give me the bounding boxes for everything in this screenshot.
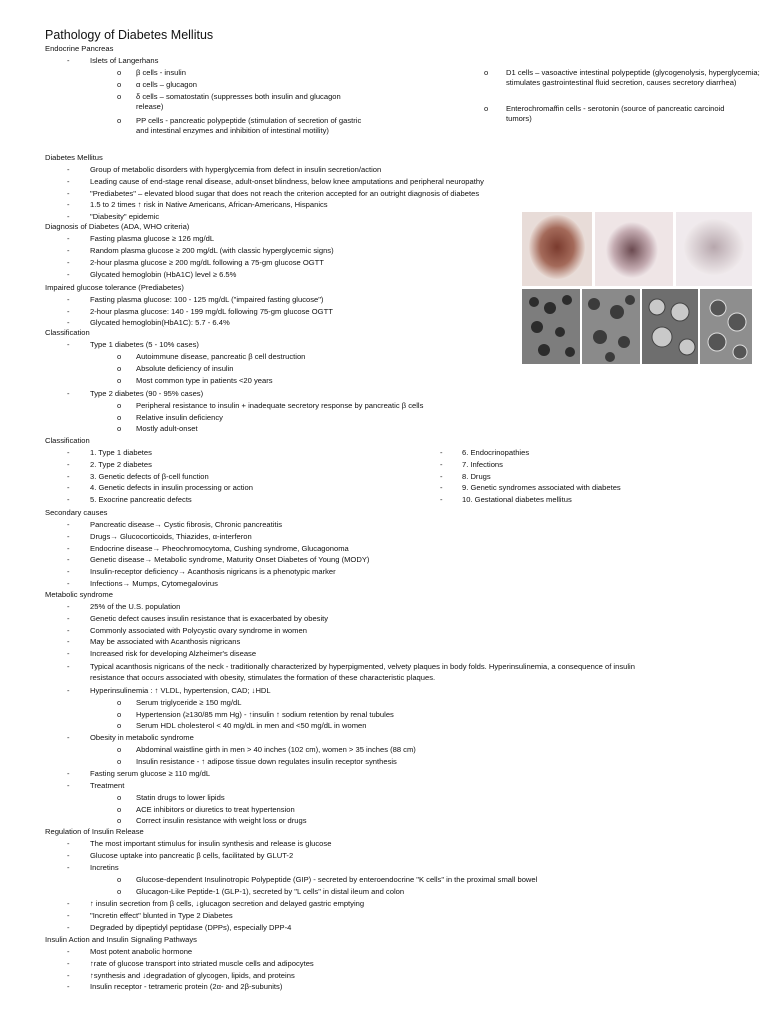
list-item: β cells - insulin [136,68,186,77]
dash-bullet: - [67,769,70,778]
circle-bullet: o [117,709,122,719]
list-item: Correct insulin resistance with weight loss or drugs [136,816,307,825]
dash-bullet: - [67,910,70,920]
list-item: Peripheral resistance to insulin + inadequate secretory response by pancreatic β cells [136,401,424,410]
list-item: Genetic defect causes insulin resistance that is exacerbated by obesity [90,613,329,623]
dash-bullet: - [67,899,70,908]
dash-bullet: - [67,922,70,932]
section-heading: Metabolic syndrome [45,590,113,599]
list-item: Incretins [90,862,119,872]
list-item: 7. Infections [462,459,503,469]
list-item: Glucagon-Like Peptide-1 (GLP-1), secreted by "L cells" in distal ileum and colon [136,886,405,896]
dash-bullet: - [67,258,70,267]
dash-bullet: - [67,495,70,505]
dash-bullet: - [67,246,70,255]
section-heading: Diabetes Mellitus [45,153,103,162]
list-item: Endocrine disease→ Pheochromocytoma, Cushing syndrome, Glucagonoma [90,543,349,553]
dash-bullet: - [67,567,70,577]
list-item: 2. Type 2 diabetes [90,459,152,469]
list-item: Degraded by dipeptidyl peptidase (DPPs), especially DPP-4 [90,922,292,932]
circle-bullet: o [117,745,122,754]
list-item: 4. Genetic defects in insulin processing or action [90,483,253,493]
dash-bullet: - [67,686,70,695]
dash-bullet: - [440,459,443,469]
circle-bullet: o [117,756,122,766]
circle-bullet: o [117,721,122,730]
dash-bullet: - [67,318,70,327]
list-item: 9. Genetic syndromes associated with diabetes [462,483,621,493]
list-item: Fasting plasma glucose ≥ 126 mg/dL [90,234,215,243]
circle-bullet: o [117,698,122,707]
histology-figure [522,212,752,364]
list-item: Glycated hemoglobin(HbA1C): 5.7 - 6.4% [90,318,230,327]
dash-bullet: - [67,531,70,541]
subheading: Type 2 diabetes (90 - 95% cases) [90,389,204,398]
list-item: Glycated hemoglobin (HbA1C) level ≥ 6.5% [90,270,237,279]
list-item: 6. Endocrinopathies [462,448,530,457]
circle-bullet: o [117,424,122,433]
list-item: ↑synthesis and ↓degradation of glycogen, lipids, and proteins [90,970,295,980]
dash-bullet: - [67,579,70,588]
dash-bullet: - [67,56,70,65]
list-item: ACE inhibitors or diuretics to treat hypertension [136,804,295,814]
dash-bullet: - [67,340,70,349]
list-item: Fasting serum glucose ≥ 110 mg/dL [90,769,211,778]
section-heading: Classification [45,328,90,337]
circle-bullet: o [117,401,122,410]
dash-bullet: - [67,970,70,980]
list-item: "Incretin effect" blunted in Type 2 Diabetes [90,910,233,920]
circle-bullet: o [117,886,122,896]
list-item: Serum HDL cholesterol < 40 mg/dL in men and <50 mg/dL in women [136,721,367,730]
circle-bullet: o [117,68,122,77]
list-item: 2-hour plasma glucose ≥ 200 mg/dL following a 75-gm glucose OGTT [90,258,324,267]
section-heading: Secondary causes [45,508,108,517]
dash-bullet: - [67,188,70,198]
section-heading: Insulin Action and Insulin Signaling Pathways [45,935,197,944]
list-item: Hyperinsulinemia : ↑ VLDL, hypertension, CAD; ↓HDL [90,686,271,695]
list-item: Leading cause of end-stage renal disease, adult-onset blindness, below knee amputations and peripheral neuropathy [90,176,484,186]
dash-bullet: - [67,613,70,623]
list-item: Relative insulin deficiency [136,412,223,422]
circle-bullet: o [117,364,122,373]
dash-bullet: - [67,555,70,565]
list-item: The most important stimulus for insulin synthesis and release is glucose [90,839,332,848]
list-item: Group of metabolic disorders with hyperglycemia from defect in insulin secretion/action [90,165,382,174]
dash-bullet: - [440,471,443,481]
circle-bullet: o [484,104,489,113]
dash-bullet: - [67,270,70,279]
list-item: Enterochromaffin cells - serotonin (source of pancreatic carcinoid tumors) [506,104,725,123]
list-item: Commonly associated with Polycystic ovary syndrome in women [90,625,307,635]
list-item: α cells – glucagon [136,80,197,89]
list-item: Statin drugs to lower lipids [136,793,225,802]
dash-bullet: - [67,165,70,174]
list-item: Treatment [90,781,125,790]
dash-bullet: - [67,176,70,186]
dash-bullet: - [440,495,443,505]
list-item: Most potent anabolic hormone [90,947,193,956]
list-item: 3. Genetic defects of β-cell function [90,471,209,481]
dash-bullet: - [67,862,70,872]
dash-bullet: - [67,850,70,860]
list-item: 1. Type 1 diabetes [90,448,152,457]
list-item: 25% of the U.S. population [90,602,181,611]
list-item: resistance that occurs associated with obesity, stimulates the formation of these characteristic plaques. [90,673,436,682]
dash-bullet: - [440,483,443,493]
circle-bullet: o [117,816,122,825]
dash-bullet: - [440,448,443,457]
circle-bullet: o [117,875,122,884]
dash-bullet: - [67,520,70,529]
dash-bullet: - [67,958,70,968]
list-item: 5. Exocrine pancreatic defects [90,495,192,505]
circle-bullet: o [117,80,122,89]
dash-bullet: - [67,602,70,611]
subheading: Islets of Langerhans [90,56,159,65]
list-item: Most common type in patients <20 years [136,376,273,385]
list-item: "Diabesity" epidemic [90,212,160,222]
dash-bullet: - [67,637,70,647]
list-item: Insulin receptor - tetrameric protein (2α- and 2β-subunits) [90,982,283,992]
dash-bullet: - [67,448,70,457]
list-item: ↑rate of glucose transport into striated muscle cells and adipocytes [90,958,314,968]
list-item: D1 cells – vasoactive intestinal polypeptide (glycogenolysis, hyperglycemia; stimulates gastrointestinal fluid secretion, causes secretory diarrhea) [506,68,760,87]
list-item: 10. Gestational diabetes mellitus [462,495,572,505]
section-heading: Regulation of Insulin Release [45,827,144,836]
list-item: 1.5 to 2 times ↑ risk in Native Americans, African-Americans, Hispanics [90,200,328,210]
list-item: δ cells – somatostatin (suppresses both insulin and glucagon release) [136,92,341,111]
list-item: Glucose-dependent Insulinotropic Polypeptide (GIP) - secreted by enteroendocrine "K cells" in the proximal small bowel [136,875,538,884]
list-item: Fasting plasma glucose: 100 - 125 mg/dL ("impaired fasting glucose") [90,295,324,304]
circle-bullet: o [117,116,122,125]
list-item: PP cells - pancreatic polypeptide (stimulation of secretion of gastric and intestinal enzymes and inhibition of intestinal motility) [136,116,362,135]
list-item: Increased risk for developing Alzheimer's disease [90,649,257,659]
section-heading: Diagnosis of Diabetes (ADA, WHO criteria) [45,222,190,231]
dash-bullet: - [67,947,70,956]
dash-bullet: - [67,389,70,398]
list-item: Hypertension (≥130/85 mm Hg) - ↑insulin ↑ sodium retention by renal tubules [136,709,394,719]
list-item: Obesity in metabolic syndrome [90,733,194,742]
list-item: Infections→ Mumps, Cytomegalovirus [90,579,218,588]
dash-bullet: - [67,459,70,469]
list-item: "Prediabetes" – elevated blood sugar that does not reach the criterion accepted for an outright diagnosis of diabetes [90,188,480,198]
section-heading: Classification [45,436,90,445]
list-item: ↑ insulin secretion from β cells, ↓glucagon secretion and delayed gastric emptying [90,899,365,908]
dash-bullet: - [67,649,70,659]
dash-bullet: - [67,543,70,553]
list-item: Absolute deficiency of insulin [136,364,234,373]
list-item: Insulin-receptor deficiency→ Acanthosis nigricans is a phenotypic marker [90,567,336,577]
list-item: Mostly adult-onset [136,424,198,433]
dash-bullet: - [67,781,70,790]
list-item: Abdominal waistline girth in men > 40 inches (102 cm), women > 35 inches (88 cm) [136,745,416,754]
list-item: Glucose uptake into pancreatic β cells, facilitated by GLUT-2 [90,850,294,860]
dash-bullet: - [67,483,70,493]
circle-bullet: o [117,92,122,101]
list-item: Random plasma glucose ≥ 200 mg/dL (with classic hyperglycemic signs) [90,246,334,255]
circle-bullet: o [117,352,122,361]
section-heading: Impaired glucose tolerance (Prediabetes) [45,283,184,292]
list-item: Typical acanthosis nigricans of the neck - traditionally characterized by hyperpigmented, velvety plaques in body folds. Hyperinsulinemia, a consequence of insulin [90,662,635,671]
page-title: Pathology of Diabetes Mellitus [45,28,214,42]
islet-micrograph-image [522,212,752,364]
circle-bullet: o [484,68,489,77]
dash-bullet: - [67,471,70,481]
list-item: Autoimmune disease, pancreatic β cell destruction [136,352,306,361]
dash-bullet: - [67,306,70,316]
dash-bullet: - [67,662,70,671]
dash-bullet: - [67,982,70,992]
list-item: 2-hour plasma glucose: 140 - 199 mg/dL following 75-gm glucose OGTT [90,306,333,316]
subheading: Type 1 diabetes (5 - 10% cases) [90,340,199,349]
list-item: Serum triglyceride ≥ 150 mg/dL [136,698,242,707]
circle-bullet: o [117,412,122,422]
list-item: Drugs→ Glucocorticoids, Thiazides, α-interferon [90,531,252,541]
dash-bullet: - [67,625,70,635]
list-item: Pancreatic disease→ Cystic fibrosis, Chronic pancreatitis [90,520,283,529]
dash-bullet: - [67,839,70,848]
section-heading: Endocrine Pancreas [45,44,114,53]
dash-bullet: - [67,733,70,742]
dash-bullet: - [67,295,70,304]
dash-bullet: - [67,212,70,222]
dash-bullet: - [67,234,70,243]
circle-bullet: o [117,376,122,385]
list-item: 8. Drugs [462,471,491,481]
list-item: Genetic disease→ Metabolic syndrome, Maturity Onset Diabetes of Young (MODY) [90,555,370,565]
list-item: Insulin resistance - ↑ adipose tissue down regulates insulin receptor synthesis [136,756,397,766]
circle-bullet: o [117,793,122,802]
dash-bullet: - [67,200,70,210]
list-item: May be associated with Acanthosis nigricans [90,637,241,647]
circle-bullet: o [117,804,122,814]
